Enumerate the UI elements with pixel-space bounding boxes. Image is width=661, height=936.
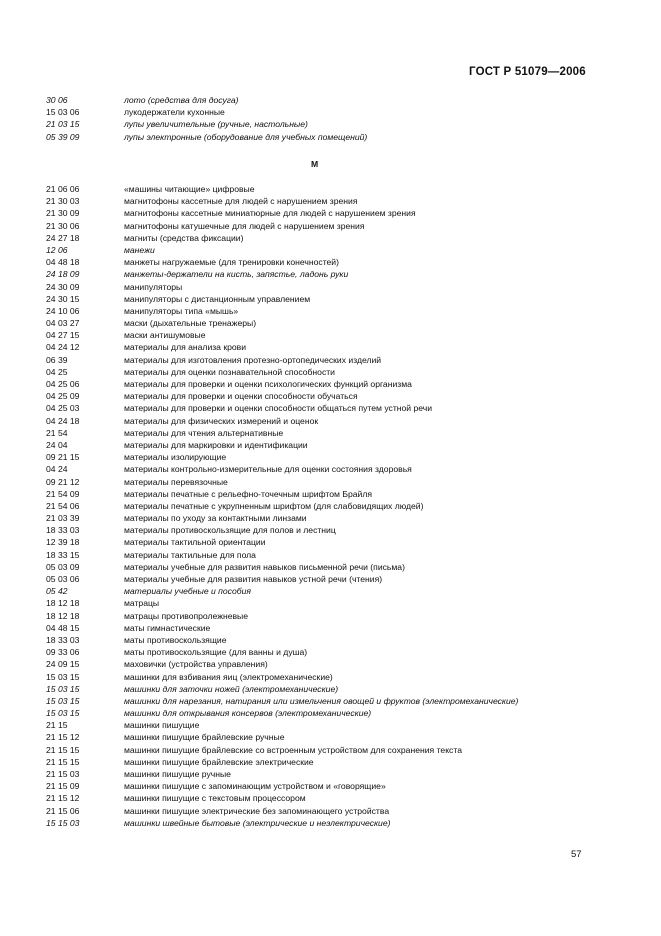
entry-code: 21 30 06 (46, 220, 80, 231)
entry-code: 04 25 (46, 366, 68, 377)
entry-code: 04 25 06 (46, 379, 80, 389)
entry-code: 05 03 06 (46, 574, 80, 584)
index-entry (46, 341, 606, 353)
entry-code: 21 03 15 (46, 119, 80, 130)
entry-code: 21 15 09 (46, 781, 80, 792)
entry-code: 04 24 12 (46, 342, 80, 353)
entry-code: 21 15 15 (46, 744, 80, 755)
index-entry (46, 524, 606, 536)
index-entry (46, 131, 606, 143)
entry-term: машинки пишущие с запоминающим устройством и «говорящие» (124, 781, 386, 792)
entry-code: 04 27 15 (46, 330, 80, 341)
entry-term: магниты (средства фиксации) (124, 232, 244, 243)
index-entry (46, 220, 606, 232)
index-entry (46, 390, 606, 402)
entry-term: манипуляторы типа «мышь» (124, 305, 239, 316)
index-entry (46, 94, 606, 106)
entry-term: материалы по уходу за контактными линзами (124, 513, 307, 524)
index-entry (46, 768, 606, 780)
index-entry (46, 427, 606, 439)
index-entry (46, 622, 606, 634)
entry-term: машинки швейные бытовые (электрические и неэлектрические) (124, 817, 391, 828)
entry-term: маховички (устройства управления) (124, 659, 268, 670)
index-entry (46, 415, 606, 427)
entry-code: 04 24 (46, 464, 68, 475)
index-entry (46, 244, 606, 256)
entry-term: материалы тактильные для пола (124, 549, 256, 560)
entry-term: машинки пишущие электрические без запоминающего устройства (124, 805, 390, 816)
entry-term: магнитофоны кассетные миниатюрные для людей с нарушением зрения (124, 208, 416, 219)
index-entry (46, 610, 606, 622)
entry-term: магнитофоны кассетные для людей с нарушением зрения (124, 196, 358, 207)
entry-term: материалы для проверки и оценки психологических функций организма (124, 379, 412, 389)
entry-code: 05 42 (46, 586, 68, 597)
index-entry (46, 118, 606, 130)
index-entry (46, 634, 606, 646)
entry-term: материалы для изготовления протезно-ортопедических изделий (124, 354, 382, 365)
entry-term: материалы для оценки познавательной способности (124, 366, 335, 377)
index-list-top (46, 94, 606, 143)
entry-code: 15 03 06 (46, 107, 80, 118)
entry-term: материалы изолирующие (124, 452, 227, 463)
entry-code: 18 33 03 (46, 525, 80, 536)
index-entry (46, 597, 606, 609)
entry-term: материалы противоскользящие для полов и лестниц (124, 525, 336, 536)
index-entry (46, 512, 606, 524)
entry-code: 05 39 09 (46, 131, 80, 142)
entry-term: матрацы (124, 598, 160, 609)
index-entry (46, 268, 606, 280)
index-entry (46, 183, 606, 195)
entry-term: машинки пишущие брайлевские ручные (124, 732, 285, 743)
entry-term: материалы для проверки и оценки способности общаться путем устной речи (124, 403, 433, 414)
index-entry (46, 780, 606, 792)
entry-code: 12 06 (46, 244, 68, 255)
index-entry (46, 476, 606, 488)
entry-term: маты противоскользящие (для ванны и душа) (124, 647, 308, 658)
entry-code: 04 24 18 (46, 415, 80, 426)
entry-code: 24 10 06 (46, 305, 80, 316)
index-entry (46, 195, 606, 207)
entry-code: 21 15 06 (46, 805, 80, 816)
entry-term: манипуляторы (124, 281, 183, 292)
entry-code: 05 03 09 (46, 561, 80, 572)
index-entry (46, 317, 606, 329)
index-entry (46, 305, 606, 317)
index-entry (46, 451, 606, 463)
entry-term: материалы тактильной ориентации (124, 537, 266, 548)
index-entry (46, 293, 606, 305)
entry-term: лупы увеличительные (ручные, настольные) (124, 119, 308, 130)
index-entry (46, 329, 606, 341)
document-header: ГОСТ Р 51079—2006 (469, 66, 586, 78)
entry-term: маты гимнастические (124, 622, 211, 633)
entry-code: 04 25 03 (46, 403, 80, 414)
index-entry (46, 366, 606, 378)
page-number: 57 (571, 849, 582, 860)
index-entry (46, 256, 606, 268)
index-entry (46, 646, 606, 658)
index-entry (46, 658, 606, 670)
index-entry (46, 500, 606, 512)
entry-code: 09 33 06 (46, 647, 80, 658)
entry-term: машинки пишущие брайлевские электрические (124, 756, 314, 767)
entry-term: материалы для анализа крови (124, 342, 247, 353)
index-entry (46, 354, 606, 366)
index-entry (46, 707, 606, 719)
entry-term: манежи (124, 244, 155, 255)
entry-term: машинки пишущие (124, 720, 200, 731)
entry-code: 18 33 15 (46, 549, 80, 560)
entry-term: маски антишумовые (124, 330, 206, 341)
index-entry (46, 817, 606, 829)
entry-term: лукодержатели кухонные (124, 107, 225, 118)
entry-code: 21 15 15 (46, 756, 80, 767)
entry-code: 30 06 (46, 95, 68, 105)
index-entry (46, 585, 606, 597)
index-entry (46, 378, 606, 390)
entry-term: машинки пишущие ручные (124, 769, 231, 779)
entry-code: 04 25 09 (46, 391, 80, 402)
entry-term: маты противоскользящие (124, 634, 227, 645)
entry-term: материалы печатные с укрупненным шрифтом (для слабовидящих людей) (124, 500, 424, 511)
entry-code: 18 12 18 (46, 610, 80, 621)
entry-code: 21 54 (46, 427, 68, 438)
entry-code: 04 03 27 (46, 318, 80, 329)
entry-term: лупы электронные (оборудование для учебных помещений) (124, 131, 368, 142)
entry-code: 06 39 (46, 354, 68, 365)
entry-code: 21 06 06 (46, 184, 80, 194)
entry-code: 21 03 39 (46, 513, 80, 524)
index-entry (46, 671, 606, 683)
index-entry (46, 463, 606, 475)
entry-code: 04 48 15 (46, 622, 80, 633)
index-entry (46, 106, 606, 118)
index-entry (46, 573, 606, 585)
entry-term: материалы для чтения альтернативные (124, 427, 284, 438)
entry-term: манипуляторы с дистанционным управлением (124, 293, 311, 304)
entry-code: 24 27 18 (46, 232, 80, 243)
index-entry (46, 232, 606, 244)
index-entry (46, 805, 606, 817)
entry-term: материалы печатные с рельефно-точечным шрифтом Брайля (124, 488, 373, 499)
index-entry (46, 561, 606, 573)
index-entry (46, 792, 606, 804)
entry-code: 21 54 09 (46, 488, 80, 499)
index-entry (46, 536, 606, 548)
entry-code: 09 21 15 (46, 452, 80, 463)
entry-term: машинки пишущие брайлевские со встроенным устройством для сохранения текста (124, 744, 462, 755)
entry-code: 21 30 03 (46, 196, 80, 207)
entry-code: 24 18 09 (46, 269, 80, 280)
index-entry (46, 744, 606, 756)
entry-term: материалы контрольно-измерительные для оценки состояния здоровья (124, 464, 412, 475)
entry-term: машинки для заточки ножей (электромеханические) (124, 683, 339, 694)
index-entry (46, 683, 606, 695)
entry-code: 24 30 09 (46, 281, 80, 292)
index-entry (46, 549, 606, 561)
entry-code: 21 15 (46, 720, 68, 731)
entry-code: 24 09 15 (46, 659, 80, 670)
entry-term: машинки пишущие с текстовым процессором (124, 793, 306, 804)
index-entry (46, 439, 606, 451)
entry-term: материалы для физических измерений и оценок (124, 415, 319, 426)
entry-term: материалы учебные и пособия (124, 586, 251, 597)
entry-code: 15 03 15 (46, 708, 80, 719)
entry-term: машинки для открывания консервов (электромеханические) (124, 708, 372, 719)
entry-code: 24 04 (46, 439, 68, 450)
entry-code: 09 21 12 (46, 476, 80, 487)
entry-term: материалы для маркировки и идентификации (124, 439, 308, 450)
entry-code: 18 12 18 (46, 598, 80, 609)
entry-code: 12 39 18 (46, 537, 80, 548)
index-entry (46, 695, 606, 707)
entry-term: материалы учебные для развития навыков письменной речи (письма) (124, 561, 405, 572)
entry-term: магнитофоны катушечные для людей с нарушением зрения (124, 220, 365, 231)
index-entry (46, 719, 606, 731)
entry-term: манжеты-держатели на кисть, запястье, ладонь руки (124, 269, 349, 280)
index-entry (46, 756, 606, 768)
section-letter: М (311, 159, 319, 169)
entry-code: 21 15 03 (46, 769, 80, 779)
entry-code: 04 48 18 (46, 257, 80, 268)
index-entry (46, 207, 606, 219)
index-entry (46, 281, 606, 293)
entry-code: 18 33 03 (46, 634, 80, 645)
index-entry (46, 402, 606, 414)
entry-term: материалы учебные для развития навыков устной речи (чтения) (124, 574, 383, 584)
entry-code: 21 54 06 (46, 500, 80, 511)
entry-term: маски (дыхательные тренажеры) (124, 318, 257, 329)
entry-code: 21 30 09 (46, 208, 80, 219)
entry-term: манжеты нагружаемые (для тренировки конечностей) (124, 257, 339, 268)
entry-code: 24 30 15 (46, 293, 80, 304)
entry-code: 15 03 15 (46, 671, 80, 682)
entry-term: матрацы противопролежневые (124, 610, 249, 621)
entry-term: лото (средства для досуга) (124, 95, 239, 105)
entry-term: «машины читающие» цифровые (124, 184, 255, 194)
entry-code: 21 15 12 (46, 793, 80, 804)
entry-term: машинки для взбивания яиц (электромеханические) (124, 671, 333, 682)
entry-code: 15 03 15 (46, 683, 80, 694)
entry-term: машинки для нарезания, натирания или измельчения овощей и фруктов (электромеханические) (124, 695, 519, 706)
index-entry (46, 488, 606, 500)
entry-term: материалы для проверки и оценки способности обучаться (124, 391, 358, 402)
entry-term: материалы перевязочные (124, 476, 228, 487)
index-list-m (46, 183, 606, 829)
entry-code: 15 15 03 (46, 817, 80, 828)
entry-code: 15 03 15 (46, 695, 80, 706)
entry-code: 21 15 12 (46, 732, 80, 743)
index-entry (46, 731, 606, 743)
